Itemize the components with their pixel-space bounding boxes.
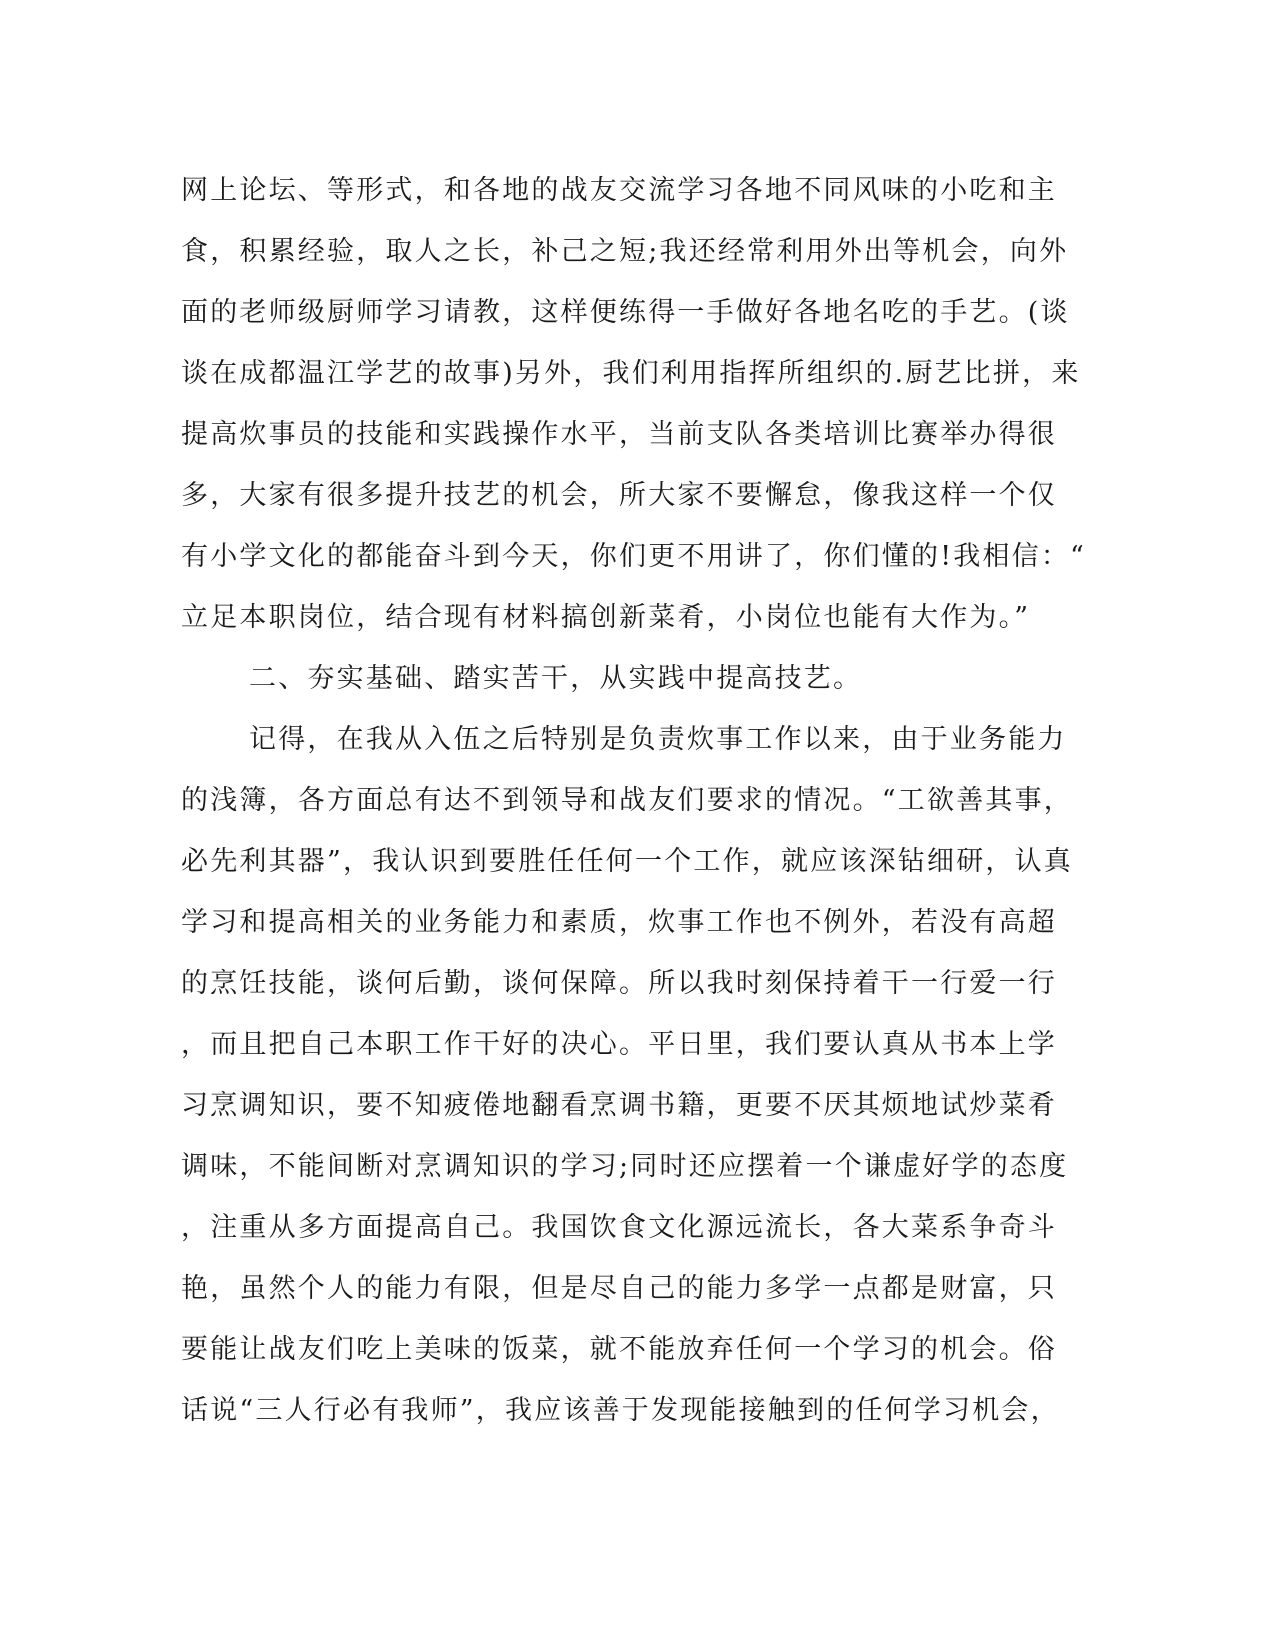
text-line: 有小学文化的都能奋斗到今天，你们更不用讲了，你们懂的!我相信：“ xyxy=(181,541,1087,572)
text-line: 的浅簿，各方面总有达不到领导和战友们要求的情况。“工欲善其事， xyxy=(181,785,1074,816)
text-line: 提高炊事员的技能和实践操作水平，当前支队各类培训比赛举办得很 xyxy=(181,419,1057,450)
text-line: 的烹饪技能，谈何后勤，谈何保障。所以我时刻保持着干一行爱一行 xyxy=(181,968,1057,999)
text-line: 要能让战友们吃上美味的饭菜，就不能放弃任何一个学习的机会。俗 xyxy=(181,1334,1057,1365)
text-line: 艳，虽然个人的能力有限，但是尽自己的能力多学一点都是财富，只 xyxy=(181,1273,1057,1304)
text-line: 立足本职岗位，结合现有材料搞创新菜肴，小岗位也能有大作为。” xyxy=(181,602,1031,633)
text-line: 谈在成都温江学艺的故事)另外，我们利用指挥所组织的.厨艺比拼，来 xyxy=(181,358,1081,389)
text-line: 面的老师级厨师学习请教，这样便练得一手做好各地名吃的手艺。(谈 xyxy=(181,297,1070,328)
paragraph-first-line: 记得，在我从入伍之后特别是负责炊事工作以来，由于业务能力 xyxy=(249,724,1067,755)
text-line: ，注重从多方面提高自己。我国饮食文化源远流长，各大菜系争奇斗 xyxy=(181,1212,1057,1243)
text-line: 习烹调知识，要不知疲倦地翻看烹调书籍，更要不厌其烦地试炒菜肴 xyxy=(181,1090,1057,1121)
body-text xyxy=(181,160,1087,1441)
text-line: 学习和提高相关的业务能力和素质，炊事工作也不例外，若没有高超 xyxy=(181,907,1057,938)
text-line: 网上论坛、等形式，和各地的战友交流学习各地不同风味的小吃和主 xyxy=(181,175,1057,206)
text-line: ，而且把自己本职工作干好的决心。平日里，我们要认真从书本上学 xyxy=(181,1029,1057,1060)
section-heading: 二、夯实基础、踏实苦干，从实践中提高技艺。 xyxy=(249,663,863,694)
text-line: 食，积累经验，取人之长，补己之短;我还经常利用外出等机会，向外 xyxy=(181,236,1069,267)
text-line: 必先利其器”，我认识到要胜任任何一个工作，就应该深钻细研，认真 xyxy=(181,846,1074,877)
text-line: 多，大家有很多提升技艺的机会，所大家不要懈怠，像我这样一个仅 xyxy=(181,480,1057,511)
text-line: 调味，不能间断对烹调知识的学习;同时还应摆着一个谦虚好学的态度 xyxy=(181,1151,1069,1182)
text-line: 话说“三人行必有我师”，我应该善于发现能接触到的任何学习机会， xyxy=(181,1395,1060,1426)
